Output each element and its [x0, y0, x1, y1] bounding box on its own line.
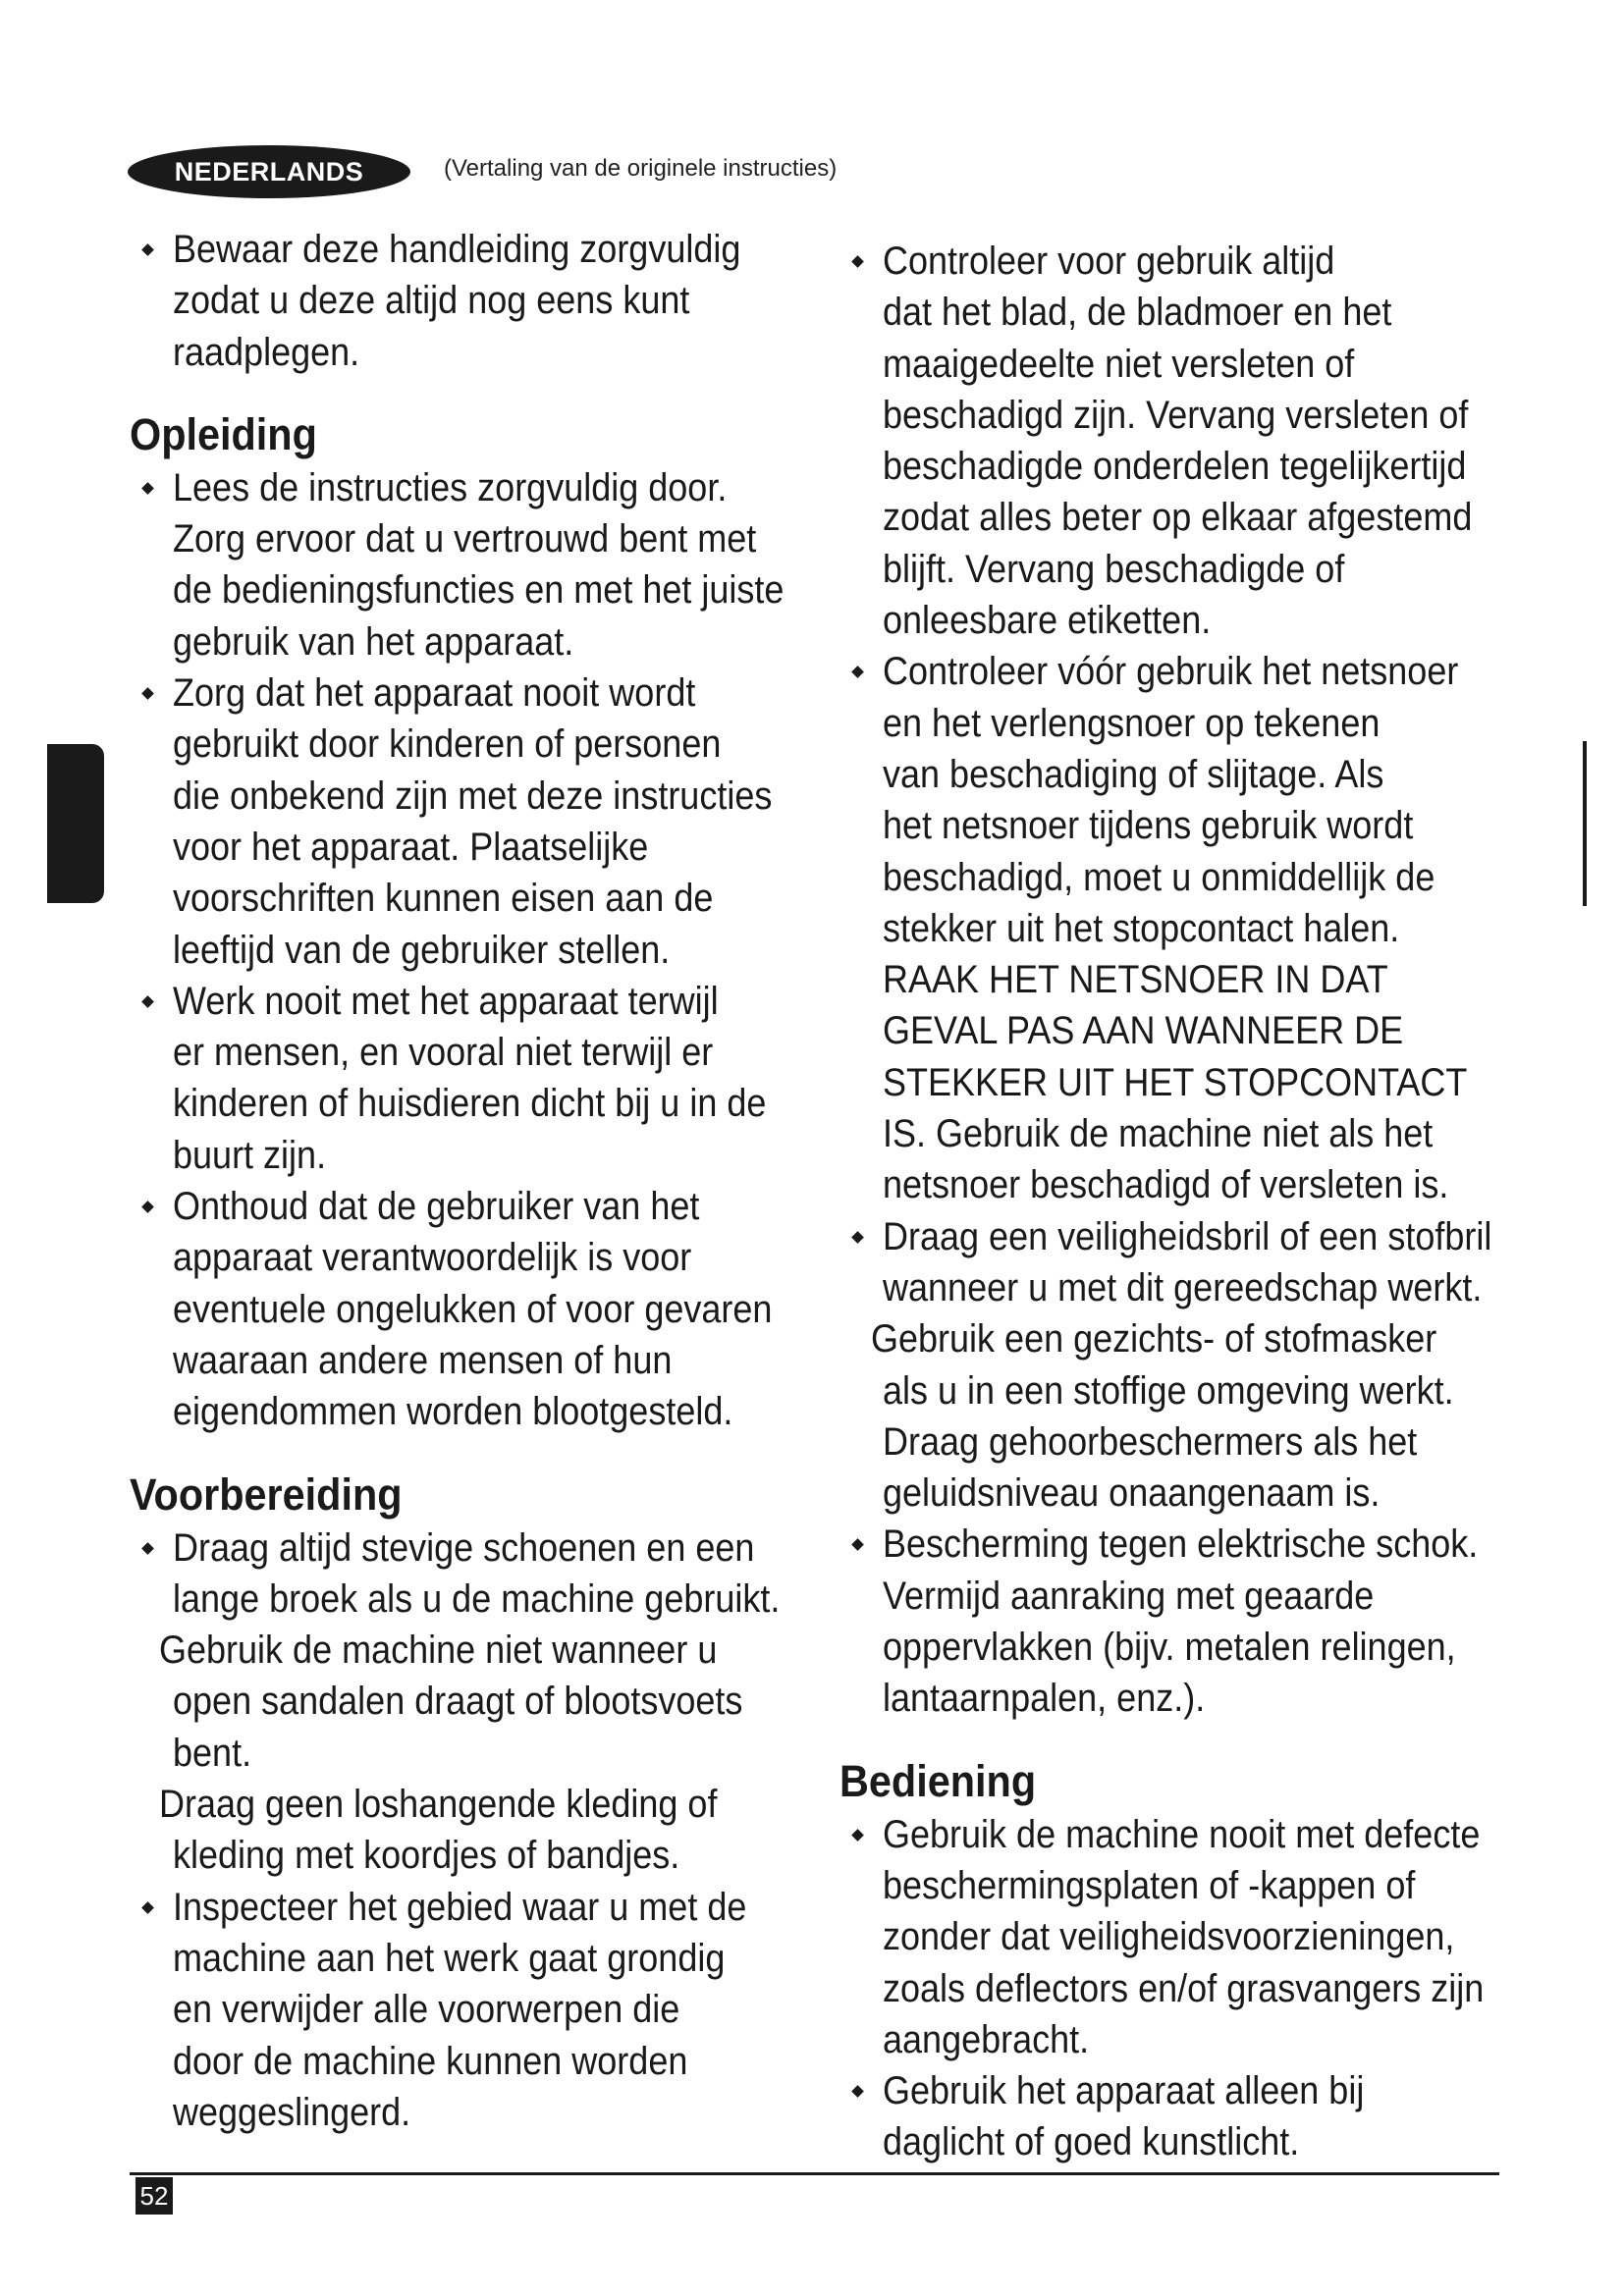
diamond-bullet-icon [851, 1539, 864, 1552]
bullet-continuation: kleding met koordjes of bandjes. [173, 1834, 680, 1878]
left-column [130, 224, 817, 2138]
section-title-voorbereiding: Voorbereiding [130, 1468, 403, 1520]
bullet-text: Zorg dat het apparaat nooit wordt gebruikt door kinderen of personen die onbekend zijn met deze instructies voor het apparaat. Plaatselijke voorschriften kunnen eisen aan de leeftijd van de gebruiker stellen. [173, 671, 773, 972]
bullet-text: Gebruik de machine nooit met defecte beschermingsplaten of -kappen of zonder dat veiligheidsvoorzieningen, zoals deflectors en/of grasvangers zijn aangebracht. [883, 1812, 1485, 2061]
diamond-bullet-icon [851, 2085, 864, 2098]
diamond-bullet-icon [851, 1231, 864, 1244]
bullet-continuation: Draag geen loshangende kleding of [159, 1783, 718, 1827]
list-item [130, 1882, 817, 2138]
bullet-text: Bescherming tegen elektrische schok. Vermijd aanraking met geaarde oppervlakken (bijv. metalen relingen, lantaarnpalen, enz.). [883, 1522, 1479, 1721]
diamond-bullet-icon [141, 995, 154, 1008]
bullet-text: Draag altijd stevige schoenen en een lange broek als u de machine gebruikt. [173, 1525, 781, 1621]
bullet-continuation: als u in een stoffige omgeving werkt. Draag gehoorbeschermers als het geluidsniveau onaangenaam is. [883, 1368, 1454, 1516]
section-title-bediening: Bediening [839, 1755, 1037, 1806]
page-number: 52 [135, 2177, 173, 2215]
list-item [130, 224, 817, 378]
bullet-text: Onthoud dat de gebruiker van het apparaat verantwoordelijk is voor eventuele ongelukken of voor gevaren waaraan andere mensen of hun eigendommen worden blootgesteld. [173, 1185, 773, 1434]
list-item [839, 1809, 1527, 2065]
section-title-opleiding: Opleiding [130, 408, 317, 459]
diamond-bullet-icon [141, 1901, 154, 1914]
translation-note: (Vertaling van de originele instructies) [444, 155, 838, 182]
side-tab-marker [47, 744, 104, 903]
diamond-bullet-icon [141, 243, 154, 256]
list-item [130, 667, 817, 976]
diamond-bullet-icon [141, 1201, 154, 1213]
bullet-text: Werk nooit met het apparaat terwijl er mensen, en vooral niet terwijl er kinderen of huisdieren dicht bij u in de buurt zijn. [173, 979, 767, 1177]
language-badge: NEDERLANDS [128, 145, 410, 198]
bullet-text: Controleer voor gebruik altijd dat het blad, de bladmoer en het maaigedeelte niet versleten of beschadigd zijn. Vervang versleten of beschadigde onderdelen tegelijkertijd zodat alles beter op elkaar afgestemd blijft. Vervang beschadigde of onleesbare etiketten. [883, 240, 1473, 643]
diamond-bullet-icon [141, 1542, 154, 1555]
list-item [839, 236, 1527, 646]
bullet-continuation: open sandalen draagt of blootsvoets bent. [173, 1680, 743, 1775]
list-item [130, 1522, 817, 1882]
diamond-bullet-icon [141, 482, 154, 495]
bullet-text: Controleer vóór gebruik het netsnoer en het verlengsnoer op tekenen van beschadiging of slijtage. Als het netsnoer tijdens gebruik wordt beschadigd, moet u onmiddellijk de stekker uit het stopcontact halen. RAAK HET NETSNOER IN DAT GEVAL PAS AAN WANNEER DE STEKKER UIT HET STOPCONTACT IS. Gebruik de machine niet als het netsnoer beschadigd of versleten is. [883, 650, 1468, 1207]
list-item [839, 2065, 1527, 2168]
right-column [839, 236, 1527, 2168]
list-item [130, 976, 817, 1181]
bullet-text: Inspecteer het gebied waar u met de machine aan het werk gaat grondig en verwijder alle voorwerpen die door de machine kunnen worden weggeslingerd. [173, 1885, 747, 2134]
footer-divider [130, 2172, 1499, 2175]
bullet-text: Bewaar deze handleiding zorgvuldig zodat u deze altijd nog eens kunt raadplegen. [173, 228, 741, 374]
bullet-continuation: Gebruik een gezichts- of stofmasker [871, 1317, 1437, 1362]
list-item [839, 1211, 1527, 1520]
diamond-bullet-icon [851, 255, 864, 268]
list-item [130, 462, 817, 667]
list-item [839, 646, 1527, 1210]
diamond-bullet-icon [851, 1829, 864, 1842]
diamond-bullet-icon [141, 687, 154, 700]
bullet-continuation: Gebruik de machine niet wanneer u [159, 1629, 718, 1673]
bullet-text: Gebruik het apparaat alleen bij daglicht of goed kunstlicht. [883, 2069, 1365, 2164]
bullet-text: Lees de instructies zorgvuldig door. Zorg ervoor dat u vertrouwd bent met de bedieningsfuncties en met het juiste gebruik van het apparaat. [173, 465, 785, 664]
list-item [839, 1519, 1527, 1724]
right-edge-marker [1583, 741, 1587, 906]
bullet-text: Draag een veiligheidsbril of een stofbril wanneer u met dit gereedschap werkt. [883, 1214, 1492, 1309]
list-item [130, 1181, 817, 1437]
diamond-bullet-icon [851, 667, 864, 679]
